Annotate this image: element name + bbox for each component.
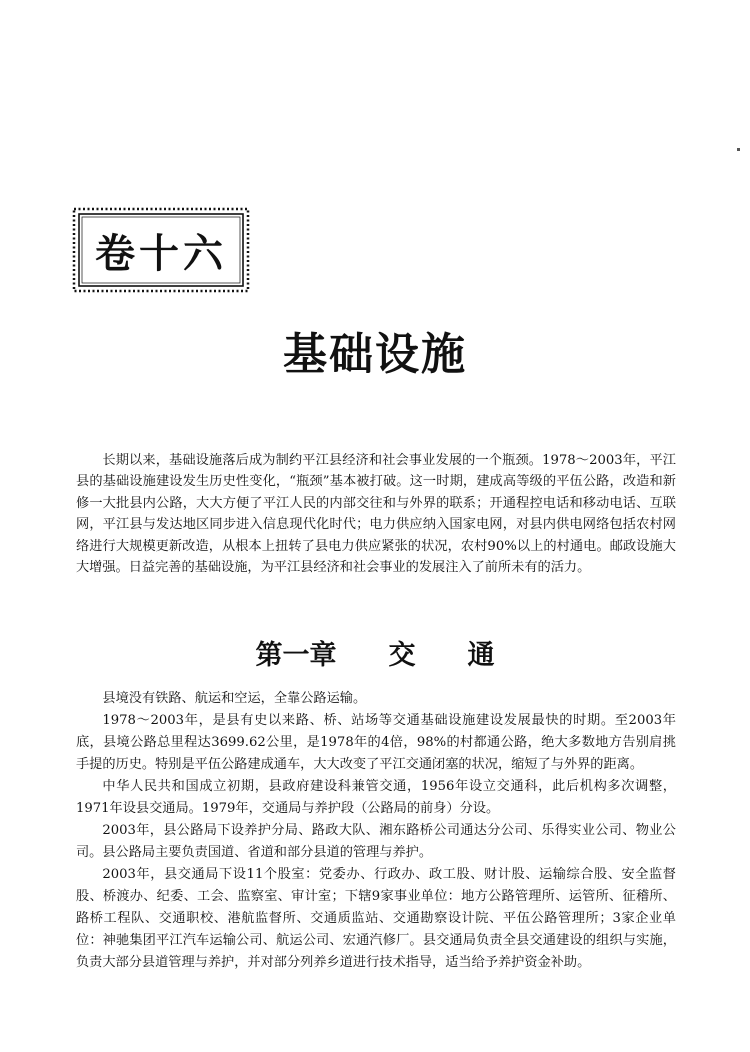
part-title: 基础设施 <box>283 329 467 380</box>
volume-title: 卷十六 <box>95 230 227 277</box>
body-paragraph: 中华人民共和国成立初期，县政府建设科兼管交通，1956年设立交通科，此后机构多次调整，1971年设县交通局。1979年，交通局与养护段（公路局的前身）分设。 <box>76 779 676 816</box>
intro-paragraph: 长期以来，基础设施落后成为制约平江县经济和社会事业发展的一个瓶颈。1978～2003年，平江县的基础设施建设发生历史性变化，“瓶颈”基本被打破。这一时期，建成高等级的平伍公路，改造和新修一大批县内公路，大大方便了平江人民的内部交往和与外界的联系；开通程控电话和移动电话、互联网，平江县与发达地区同步进入信息现代化时代；电力供应纳入国家电网，对县内供电网络包括农村网络进行大规模更新改造，从根本上扭转了县电力供应紧张的状况，农村90%以上的村通电。邮政设施大大增强。日益完善的基础设施，为平江县经济和社会事业的发展注入了前所未有的活力。 <box>76 453 676 576</box>
chapter-title <box>0 633 750 672</box>
volume-title-frame <box>72 207 250 293</box>
body-paragraph: 2003年，县公路局下设养护分局、路政大队、湘东路桥公司通达分公司、乐得实业公司、物业公司。县公路局主要负责国道、省道和部分县道的管理与养护。 <box>76 823 676 860</box>
intro-section <box>76 450 676 578</box>
body-paragraph: 1978～2003年，是县有史以来路、桥、站场等交通基础设施建设发展最快的时期。至2003年底，县境公路总里程达3699.62公里，是1978年的4倍，98%的村都通公路，绝大多数地方告别肩挑手提的历史。特别是平伍公路建成通车，大大改变了平江交通闭塞的状况，缩短了与外界的距离。 <box>76 713 676 772</box>
chapter-name-char-1: 交 <box>388 640 416 671</box>
chapter-body <box>76 688 676 974</box>
body-paragraph: 2003年，县交通局下设11个股室：党委办、行政办、政工股、财计股、运输综合股、安全监督股、桥渡办、纪委、工会、监察室、审计室；下辖9家事业单位：地方公路管理所、运管所、征稽所、路桥工程队、交通职校、港航监督所、交通质监站、交通勘察设计院、平伍公路管理所；3家企业单位：神驰集团平江汽车运输公司、航运公司、宏通汽修厂。县交通局负责全县交通建设的组织与实施，负责大部分县道管理与养护，并对部分列养乡道进行技术指导，适当给予养护资金补助。 <box>76 867 676 970</box>
body-paragraph: 县境没有铁路、航运和空运，全靠公路运输。 <box>102 691 367 706</box>
chapter-number: 第一章 <box>255 640 337 671</box>
scan-speck <box>737 148 740 151</box>
chapter-name-char-2: 通 <box>467 640 495 671</box>
